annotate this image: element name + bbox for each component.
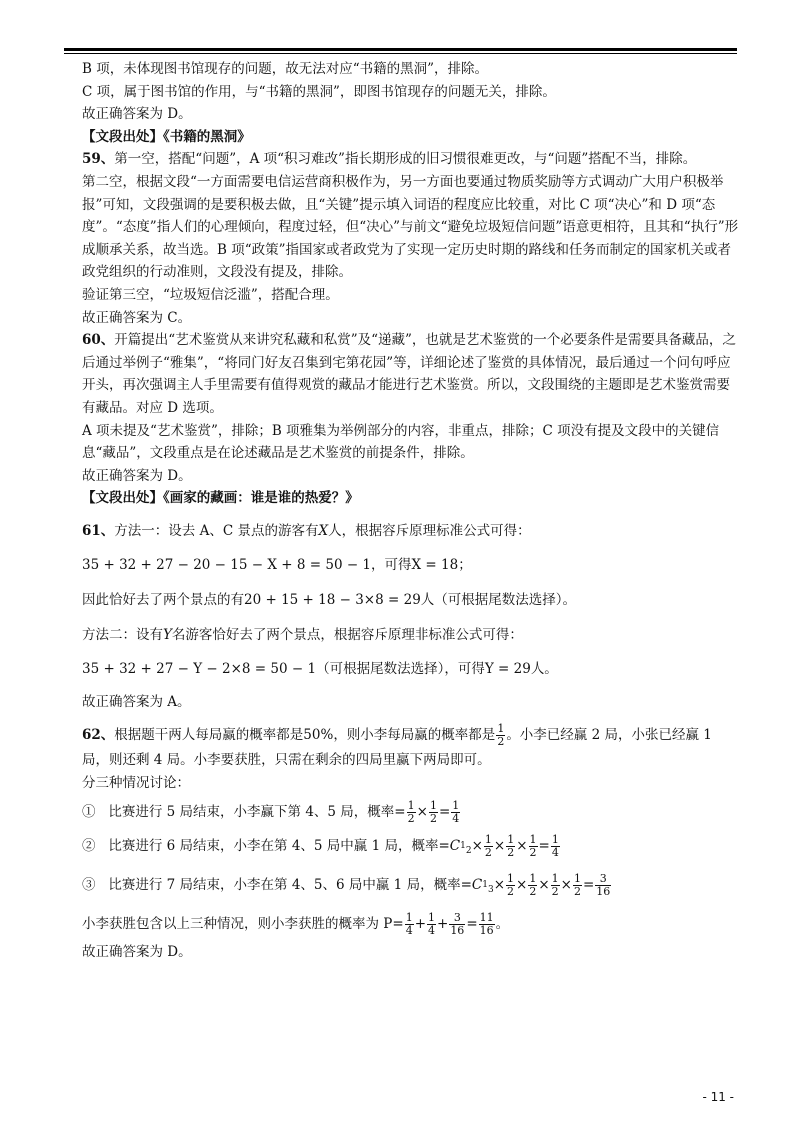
text-line: 故正确答案为 D。 [82, 467, 192, 484]
combination-symbol: C [471, 877, 483, 894]
text-span: 根据题干两人每局赢的概率都是 [114, 727, 304, 744]
case-2: ② 比赛进行 6 局结束，小李在第 4、5 局中赢 1 局，概率$=C^1_2\times$ $\frac{1}{2}$ × $\frac{1}{2}$ × $\frac{1}{2}$ = $\frac{1}{4}$ [82, 833, 559, 860]
question-number: 59、 [82, 151, 115, 168]
fraction: $\frac{1}{4}$ [551, 833, 559, 860]
text-line: 第二空，根据文段“一方面需要电信运营商积极作为，另一方面也要通过物质奖励等方式调动广大用户积极举报”可知，文段强调的是要积极去做，且“关键”提示填入词语的程度应比较重，对比 C 项“决心”和 D 项“态度”。“态度”指人们的心理倾向，程度过轻，但“决心”与前文“避免垃圾短信问题”语意更相符，且其和“执行”形成顺承关系，故当选。B 项“政策”指国家或者政党为了实现一定历史时期的路线和任务而制定的国家机关或者政党组织的行动准则，文段没有提及，排除。 [82, 173, 739, 281]
header-rule-thick [64, 48, 737, 51]
text-span: ； [458, 557, 472, 574]
text-line: 故正确答案为 C。 [82, 309, 192, 326]
circled-number: ② [82, 838, 96, 855]
math-equation: 20 + 15 + 18 − 3×8 = 29 [244, 592, 421, 609]
text-span: ，则小李每局赢的概率都是 [333, 727, 496, 744]
text-line: C 项，属于图书馆的作用，与“书籍的黑洞”，即图书馆现存的问题无关，排除。 [82, 83, 556, 100]
text-line [82, 589, 742, 612]
text-line: 第一空，搭配“问题”，A 项“积习难改”指长期形成的旧习惯很难更改，与“问题”搭配不当，排除。 [114, 151, 697, 168]
text-span: 人（可根据尾数法选择）。 [420, 592, 577, 609]
text-span: 比赛进行 7 局结束，小李在第 4、5、6 局中赢 1 局，概率= [108, 877, 472, 894]
source-line: 【文段出处】《书籍的黑洞》 [82, 128, 251, 145]
fraction: $\frac{1}{4}$ [428, 911, 435, 938]
circled-number: ③ [82, 877, 96, 894]
question-62 [82, 723, 742, 772]
fraction: $\frac{1}{2}$ [529, 833, 537, 860]
question-number: 62、 [82, 727, 115, 744]
text-line: 故正确答案为 D。 [82, 944, 192, 961]
fraction: $\frac{1}{2}$ [507, 833, 515, 860]
text-line: 分三种情况讨论： [82, 775, 190, 792]
text-line: B 项，未体现图书馆现存的问题，故无法对应“书籍的黑洞”，排除。 [82, 61, 489, 77]
text-span: 因此恰好去了两个景点的有 [82, 592, 244, 609]
text-line: 开篇提出“艺术鉴赏从来讲究私藏和私赏”及“递藏”，也就是艺术鉴赏的一个必要条件是需要具备藏品，之后通过举例子“雅集”，“将同门好友召集到宅第花园”等，详细论述了鉴赏的具体情况，最后通过一个问句呼应开头，再次强调主人手里需要有值得观赏的藏品才能进行艺术鉴赏。所以，文段围绕的主题即是艺术鉴赏需要有藏品。对应 D 选项。 [82, 332, 736, 416]
text-span: 小李获胜包含以上三种情况，则小李获胜的概率为 P= [82, 916, 404, 933]
page-number: - 11 - [702, 1090, 734, 1104]
text-span: 人。 [530, 661, 558, 678]
fraction: $\frac{1}{2}$ [407, 799, 415, 826]
math-var: X [318, 522, 329, 539]
text-line: 验证第三空，“垃圾短信泛滥”，搭配合理。 [82, 286, 339, 303]
source-line: 【文段出处】《画家的藏画：谁是谁的热爱？》 [82, 490, 359, 507]
math-equation: 35 + 32 + 27 − 20 − 15 − X + 8 = 50 − 1 [82, 557, 372, 574]
math-result: Y = 29 [484, 661, 531, 678]
fraction: $\frac{1}{2}$ [497, 722, 505, 749]
text-line: A 项未提及“艺术鉴赏”，排除；B 项雅集为举例部分的内容，非重点，排除；C 项没有提及文段中的关键信息“藏品”，文段重点是在论述藏品是艺术鉴赏的前提条件，排除。 [82, 422, 720, 462]
math-var: Y [163, 626, 172, 643]
equation-line [82, 658, 742, 681]
fraction: $\frac{1}{2}$ [573, 872, 581, 899]
text-span: 方法一：设去 A、C 景点的游客有 [114, 522, 319, 539]
text-line: 故正确答案为 D。 [82, 106, 192, 123]
fraction: $\frac{3}{16}$ [596, 872, 611, 899]
fraction: $\frac{1}{2}$ [429, 799, 437, 826]
math-equation: 35 + 32 + 27 − Y − 2×8 = 50 − 1 [82, 661, 317, 678]
fraction: $\frac{3}{16}$ [450, 911, 465, 938]
case-3: ③ 比赛进行 7 局结束，小李在第 4、5、6 局中赢 1 局，概率$=C^1_3\times$ $\frac{1}{2}$ × $\frac{1}{2}$ × $\frac{1}{2}$ × $\frac{1}{2}$ = $\frac{3}{16}$ [82, 872, 611, 899]
combination-symbol: C [449, 838, 461, 855]
text-span: 比赛进行 5 局结束，小李赢下第 4、5 局，概率= [108, 804, 406, 821]
fraction: $\frac{1}{2}$ [484, 833, 492, 860]
page-body [82, 58, 742, 964]
text-span: （可根据尾数法选择），可得 [316, 661, 485, 678]
question-number: 60、 [82, 332, 115, 349]
circled-number: ① [82, 804, 96, 821]
text-span: 比赛进行 6 局结束，小李在第 4、5 局中赢 1 局，概率= [108, 838, 450, 855]
text-line [82, 624, 742, 647]
fraction: $\frac{1}{2}$ [551, 872, 559, 899]
text-span: 名游客恰好去了两个景点，根据容斥原理非标准公式可得： [171, 626, 523, 643]
question-59 [82, 148, 742, 171]
fraction: $\frac{1}{4}$ [452, 799, 460, 826]
text-line: 故正确答案为 A。 [82, 693, 191, 710]
question-61 [82, 520, 742, 543]
text-span: 方法二：设有 [82, 626, 163, 643]
fraction: $\frac{1}{4}$ [405, 911, 413, 938]
math-result: X = 18 [411, 557, 459, 574]
text-span: ，可得 [371, 557, 412, 574]
case-1: ① 比赛进行 5 局结束，小李赢下第 4、5 局，概率= $\frac{1}{2}$ × $\frac{1}{2}$ = $\frac{1}{4}$ [82, 799, 460, 826]
text-span: 人，根据容斥原理标准公式可得： [328, 522, 531, 539]
fraction: $\frac{11}{16}$ [479, 911, 494, 938]
question-60 [82, 329, 742, 419]
header-rule-thin [64, 53, 737, 54]
question-number: 61、 [82, 522, 115, 539]
fraction: $\frac{1}{2}$ [529, 872, 537, 899]
fraction: $\frac{1}{2}$ [507, 872, 515, 899]
math-percent: 50% [303, 727, 334, 744]
summary-line: 小李获胜包含以上三种情况，则小李获胜的概率为 P= $\frac{1}{4}$ + $\frac{1}{4}$ + $\frac{3}{16}$ = $\frac{11}{16}$ 。 [82, 911, 510, 938]
equation-line [82, 554, 742, 577]
text-span: 。小李已经赢 2 局，小张已经赢 1 局，则还剩 4 局。小李要获胜，只需在剩余的四局里赢下两局即可。 [82, 727, 712, 769]
